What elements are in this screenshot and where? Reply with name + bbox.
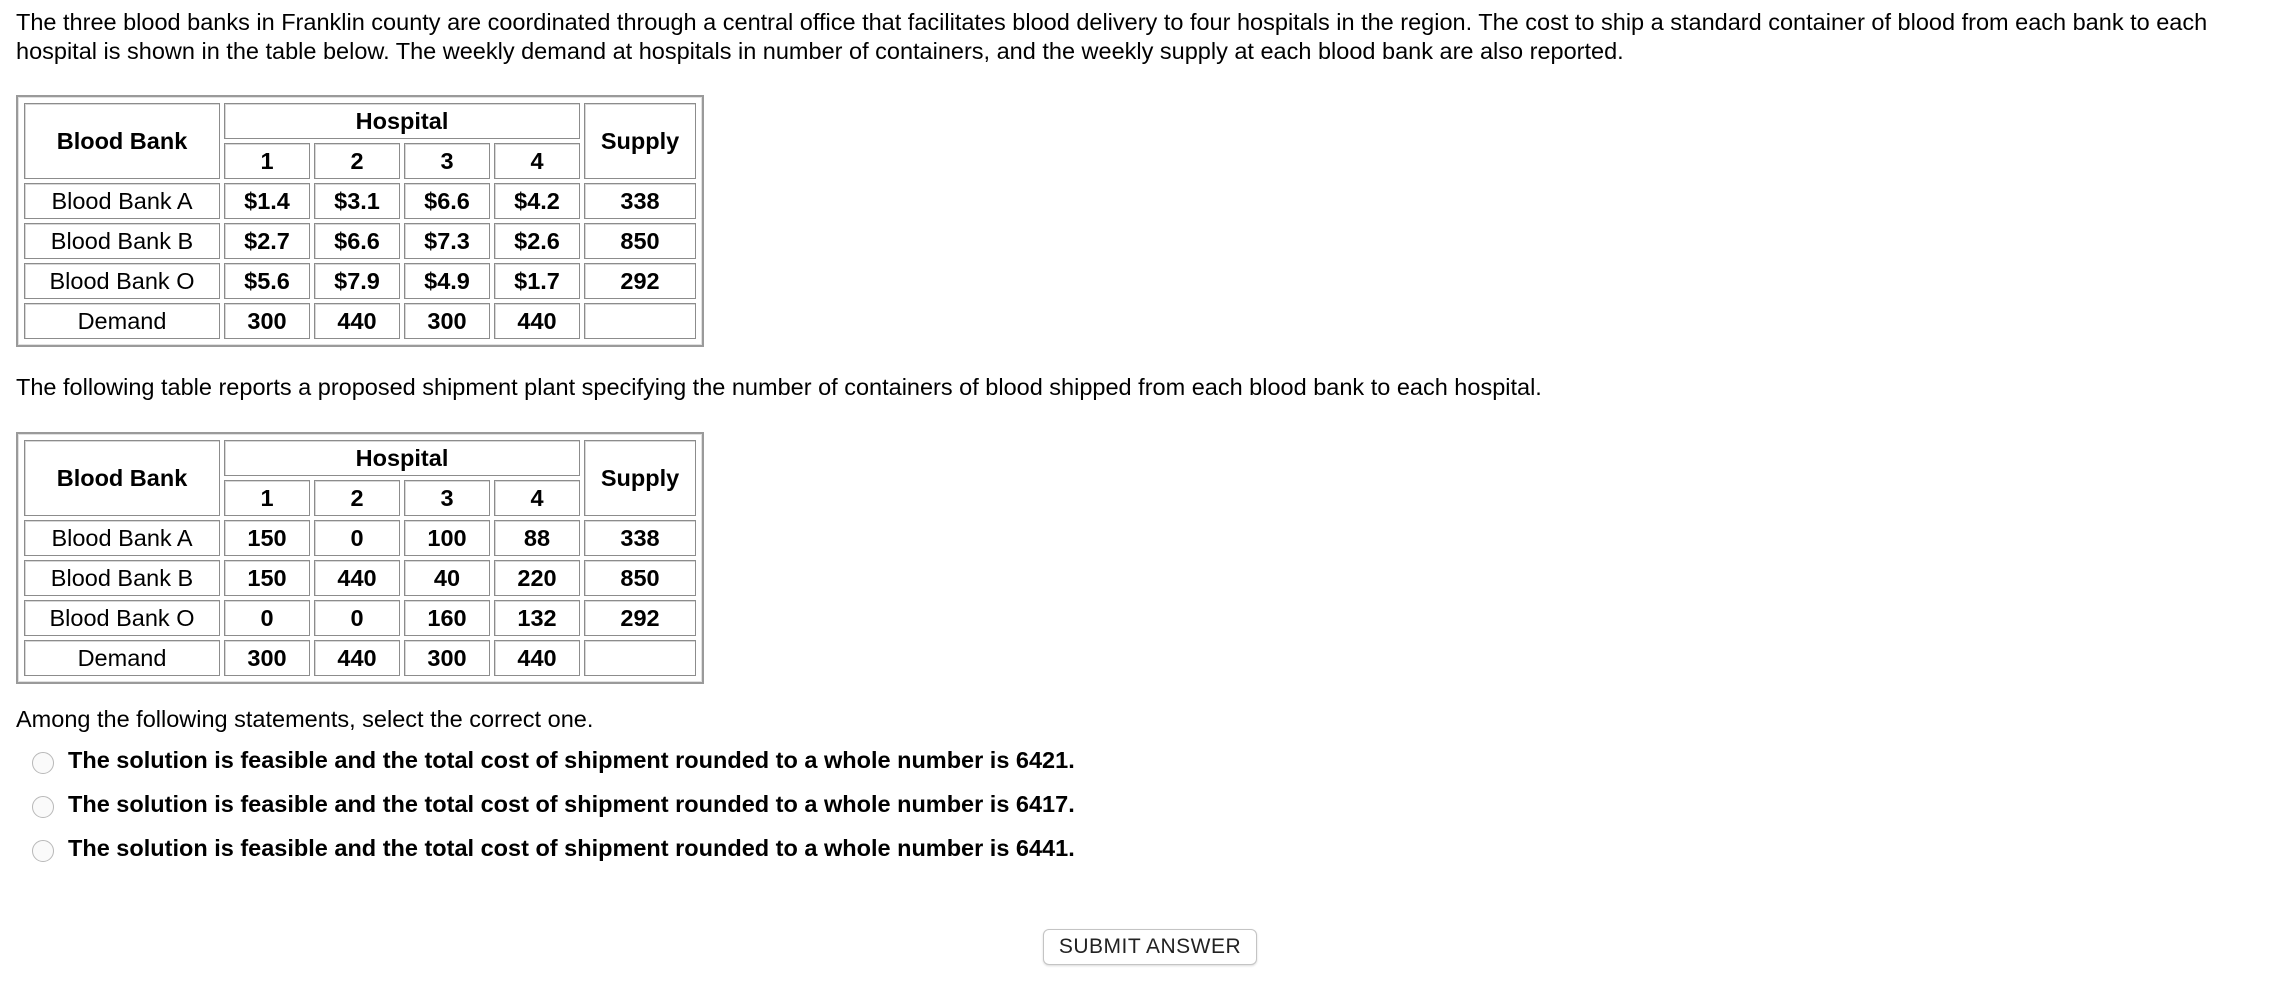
cost-cell: $5.6: [224, 263, 310, 299]
demand-cell: 440: [494, 303, 580, 339]
shipment-cell: 150: [224, 560, 310, 596]
option-label: The solution is feasible and the total cost of shipment rounded to a whole number is 6417.: [68, 790, 1075, 817]
cost-cell: $7.3: [404, 223, 490, 259]
cost-cell: $3.1: [314, 183, 400, 219]
shipment-cell: 0: [224, 600, 310, 636]
radio-button[interactable]: [32, 796, 54, 818]
empty-cell: [584, 640, 696, 676]
header-hospital: Hospital: [224, 103, 580, 139]
cost-cell: $4.9: [404, 263, 490, 299]
shipment-cell: 440: [314, 560, 400, 596]
plan-text: The following table reports a proposed shipment plant specifying the number of containers of blood shipped from each blood bank to each hospital.: [16, 374, 1542, 400]
empty-cell: [584, 303, 696, 339]
cost-table: [16, 95, 704, 347]
radio-button[interactable]: [32, 752, 54, 774]
demand-cell: 300: [404, 640, 490, 676]
hospital-4-header: 4: [494, 480, 580, 516]
shipment-cell: 220: [494, 560, 580, 596]
hospital-4-header: 4: [494, 143, 580, 179]
table-row: [24, 520, 696, 556]
supply-cell: 292: [584, 263, 696, 299]
demand-cell: 440: [314, 640, 400, 676]
header-supply: Supply: [584, 103, 696, 179]
demand-label: Demand: [24, 303, 220, 339]
bank-name: Blood Bank O: [24, 600, 220, 636]
demand-row: [24, 303, 696, 339]
table-row: [24, 263, 696, 299]
demand-cell: 300: [404, 303, 490, 339]
cost-cell: $6.6: [404, 183, 490, 219]
demand-cell: 440: [314, 303, 400, 339]
supply-cell: 338: [584, 520, 696, 556]
table-row: [24, 600, 696, 636]
cost-cell: $1.7: [494, 263, 580, 299]
answer-options: [32, 738, 1075, 870]
hospital-1-header: 1: [224, 480, 310, 516]
supply-cell: 338: [584, 183, 696, 219]
shipment-cell: 40: [404, 560, 490, 596]
answer-option-1[interactable]: [32, 738, 1075, 782]
table-row: [24, 560, 696, 596]
header-hospital: Hospital: [224, 440, 580, 476]
supply-cell: 850: [584, 223, 696, 259]
supply-cell: 292: [584, 600, 696, 636]
bank-name: Blood Bank B: [24, 223, 220, 259]
demand-label: Demand: [24, 640, 220, 676]
intro-text: The three blood banks in Franklin county are coordinated through a central office that facilitates blood delivery to four hospitals in the region. The cost to ship a standard container of blood from each bank to each hospital is shown in the table below. The weekly demand at hospitals in number of containers, and the weekly supply at each blood bank are also reported.: [16, 9, 2208, 64]
radio-button[interactable]: [32, 840, 54, 862]
bank-name: Blood Bank A: [24, 183, 220, 219]
shipment-cell: 100: [404, 520, 490, 556]
hospital-3-header: 3: [404, 143, 490, 179]
bank-name: Blood Bank B: [24, 560, 220, 596]
shipment-cell: 0: [314, 520, 400, 556]
header-blood-bank: Blood Bank: [24, 103, 220, 179]
cost-cell: $2.6: [494, 223, 580, 259]
cost-cell: $6.6: [314, 223, 400, 259]
option-label: The solution is feasible and the total cost of shipment rounded to a whole number is 6421.: [68, 746, 1075, 773]
header-supply: Supply: [584, 440, 696, 516]
header-blood-bank: Blood Bank: [24, 440, 220, 516]
shipment-cell: 150: [224, 520, 310, 556]
submit-answer-button[interactable]: SUBMIT ANSWER: [1043, 929, 1257, 965]
shipment-plan-table: [16, 432, 704, 684]
demand-cell: 300: [224, 303, 310, 339]
hospital-3-header: 3: [404, 480, 490, 516]
hospital-2-header: 2: [314, 143, 400, 179]
cost-cell: $1.4: [224, 183, 310, 219]
cost-cell: $7.9: [314, 263, 400, 299]
hospital-2-header: 2: [314, 480, 400, 516]
demand-cell: 300: [224, 640, 310, 676]
answer-option-3[interactable]: [32, 826, 1075, 870]
bank-name: Blood Bank A: [24, 520, 220, 556]
shipment-cell: 88: [494, 520, 580, 556]
bank-name: Blood Bank O: [24, 263, 220, 299]
table-row: [24, 223, 696, 259]
table-row: [24, 183, 696, 219]
question-text: Among the following statements, select the correct one.: [16, 706, 594, 732]
shipment-cell: 160: [404, 600, 490, 636]
hospital-1-header: 1: [224, 143, 310, 179]
shipment-cell: 0: [314, 600, 400, 636]
shipment-cell: 132: [494, 600, 580, 636]
supply-cell: 850: [584, 560, 696, 596]
demand-cell: 440: [494, 640, 580, 676]
option-label: The solution is feasible and the total cost of shipment rounded to a whole number is 6441.: [68, 834, 1075, 861]
cost-cell: $4.2: [494, 183, 580, 219]
answer-option-2[interactable]: [32, 782, 1075, 826]
demand-row: [24, 640, 696, 676]
cost-cell: $2.7: [224, 223, 310, 259]
